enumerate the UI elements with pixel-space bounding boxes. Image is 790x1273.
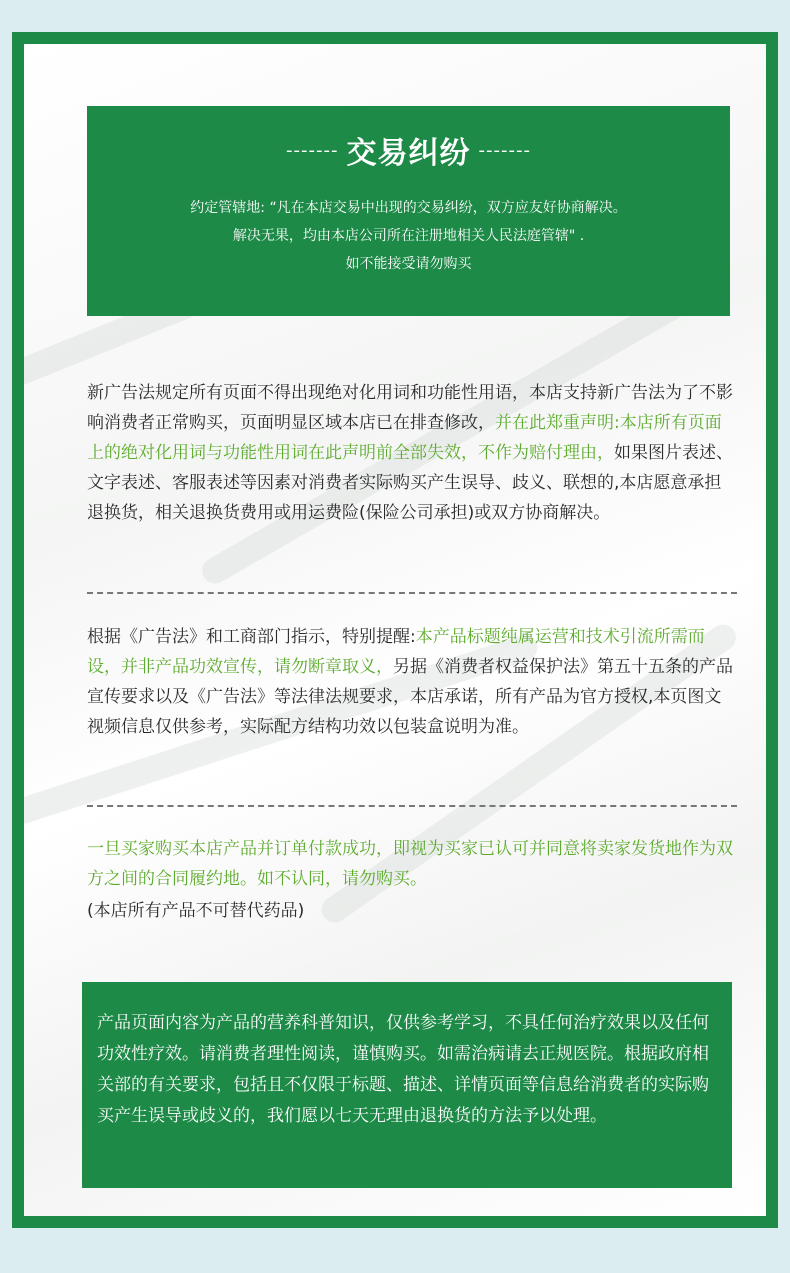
ad-law-text-tail: 如果图片表述、文字表述、客服表述等因素对消费者实际购买产生误导、歧义、联想的,本店愿意承担退换货，相关退换货费用或用运费险(保险公司承担)或双方协商解决。 [87,443,733,523]
title-dashes-right: ------- [478,139,531,161]
disclaimer-box [82,982,732,1188]
disclaimer-text: 产品页面内容为产品的营养科普知识，仅供参考学习，不具任何治疗效果以及任何功效性疗效。请消费者理性阅读，谨慎购买。如需治病请去正规医院。根据政府相关部的有关要求，包括且不仅限于标题、描述、详情页面等信息给消费者的实际购买产生误导或歧义的，我们愿以七天无理由退换货的方法予以处理。 [97,1013,709,1126]
medicine-note [87,896,737,926]
reminder-highlight: 本产品标题纯属运营和技术引流所需而设，并非产品功效宣传，请勿断章取义， [87,627,705,677]
reminder-text: 根据《广告法》和工商部门指示，特别提醒: [87,627,416,647]
ad-law-text: 新广告法规定所有页面不得出现绝对化用词和功能性用语，本店支持新广告法为了不影响消费者正常购买，页面明显区域本店已在排查修改， [87,383,733,433]
ad-law-statement [87,378,737,528]
content-panel [24,44,766,1216]
dashed-divider [87,805,737,807]
purchase-agreement [87,834,737,894]
dispute-title-row [87,128,730,172]
dispute-line: 约定管辖地: “凡在本店交易中出现的交易纠纷，双方应友好协商解决。 [190,200,627,216]
dispute-title: 交易纠纷 [346,136,471,171]
medicine-note-text: (本店所有产品不可替代药品) [87,901,305,921]
dispute-text [87,194,730,278]
page-frame [12,32,778,1228]
dispute-line: 解决无果，均由本店公司所在注册地相关人民法庭管辖" . [232,228,585,244]
reminder-text-tail: 另据《消费者权益保护法》第五十五条的产品宣传要求以及《广告法》等法律法规要求，本店承诺，所有产品为官方授权,本页图文视频信息仅供参考，实际配方结构功效以包装盒说明为准。 [87,657,733,737]
ad-law-highlight: 并在此郑重声明:本店所有页面上的绝对化用词与功能性用词在此声明前全部失效，不作为赔付理由， [87,413,722,463]
dispute-line: 如不能接受请勿购买 [345,256,472,272]
reminder-statement [87,622,737,742]
dashed-divider [87,592,737,594]
title-dashes-left: ------- [286,139,339,161]
dispute-notice-box [87,106,730,316]
purchase-agreement-text: 一旦买家购买本店产品并订单付款成功，即视为买家已认可并同意将卖家发货地作为双方之间的合同履约地。如不认同，请勿购买。 [87,839,733,889]
